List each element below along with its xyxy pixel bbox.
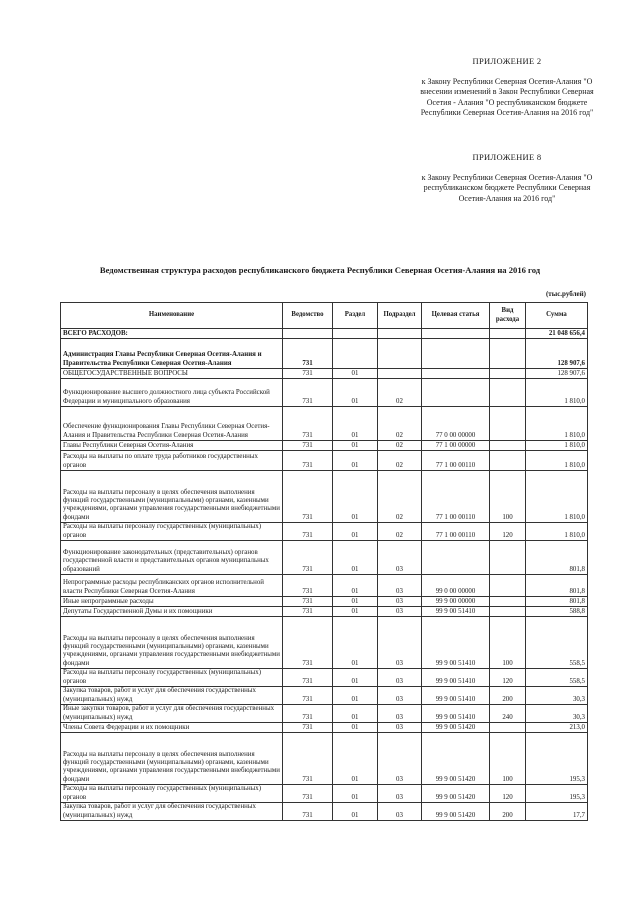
table-row: [61, 785, 588, 803]
cell-amount: 1 810,0: [526, 523, 588, 541]
cell-subsection: 03: [378, 785, 422, 803]
cell-expense-type: 120: [490, 785, 526, 803]
table-row: [61, 339, 588, 369]
cell-target-article: 99 9 00 51410: [422, 705, 490, 723]
table-row: [61, 407, 588, 441]
cell-section: 01: [333, 541, 378, 575]
cell-section: 01: [333, 785, 378, 803]
table-row: [61, 441, 588, 451]
cell-amount: 213,0: [526, 723, 588, 733]
cell-target-article: 99 9 00 51410: [422, 669, 490, 687]
cell-target-article: 99 0 00 00000: [422, 575, 490, 597]
cell-section: 01: [333, 471, 378, 523]
cell-expense-type: [490, 379, 526, 407]
cell-amount: 801,8: [526, 597, 588, 607]
cell-section: 01: [333, 407, 378, 441]
cell-name: Расходы на выплаты по оплате труда работников государственных органов: [61, 451, 283, 471]
header-expense-type: Вид расхода: [490, 303, 526, 329]
cell-amount: 128 907,6: [526, 339, 588, 369]
cell-subsection: 02: [378, 407, 422, 441]
cell-amount: 558,5: [526, 617, 588, 669]
cell-subsection: 03: [378, 541, 422, 575]
cell-target-article: 77 1 00 00110: [422, 523, 490, 541]
cell-target-article: 77 1 00 00110: [422, 471, 490, 523]
cell-target-article: [422, 339, 490, 369]
cell-target-article: [422, 329, 490, 339]
cell-amount: 1 810,0: [526, 441, 588, 451]
cell-target-article: 99 9 00 51410: [422, 607, 490, 617]
table-row: [61, 733, 588, 785]
cell-department: 731: [283, 339, 333, 369]
table-row: [61, 687, 588, 705]
cell-section: 01: [333, 523, 378, 541]
table-row: [61, 369, 588, 379]
cell-expense-type: 240: [490, 705, 526, 723]
cell-section: [333, 329, 378, 339]
cell-department: 731: [283, 803, 333, 821]
cell-department: 731: [283, 541, 333, 575]
header-target-article: Целевая статья: [422, 303, 490, 329]
table-row: [61, 541, 588, 575]
table-row: [61, 597, 588, 607]
cell-name: Закупка товаров, работ и услуг для обеспечения государственных (муниципальных) нужд: [61, 687, 283, 705]
cell-section: 01: [333, 597, 378, 607]
appendix-2-text: к Закону Республики Северная Осетия-Алания "О внесении изменений в Закон Республики Северная Осетия - Алания "О республиканском бюджете Республики Северная Осетия-Алания на 2016 год": [420, 76, 594, 117]
cell-amount: 1 810,0: [526, 407, 588, 441]
header-subsection: Подраздел: [378, 303, 422, 329]
cell-amount: 30,3: [526, 687, 588, 705]
table-row: [61, 471, 588, 523]
cell-target-article: 77 1 00 00000: [422, 441, 490, 451]
cell-department: 731: [283, 575, 333, 597]
cell-amount: 588,8: [526, 607, 588, 617]
cell-expense-type: 120: [490, 669, 526, 687]
cell-name: Функционирование законодательных (представительных) органов государственной власти и представительных органов муниципальных образований: [61, 541, 283, 575]
cell-target-article: [422, 369, 490, 379]
cell-target-article: 99 9 00 51420: [422, 733, 490, 785]
cell-amount: 128 907,6: [526, 369, 588, 379]
cell-name: Расходы на выплаты персоналу государственных (муниципальных) органов: [61, 785, 283, 803]
cell-subsection: 03: [378, 733, 422, 785]
cell-amount: 30,3: [526, 705, 588, 723]
cell-section: 01: [333, 687, 378, 705]
cell-name: Расходы на выплаты персоналу государственных (муниципальных) органов: [61, 523, 283, 541]
cell-expense-type: 100: [490, 471, 526, 523]
cell-subsection: 03: [378, 597, 422, 607]
cell-department: 731: [283, 705, 333, 723]
cell-name: Депутаты Государственной Думы и их помощники: [61, 607, 283, 617]
cell-subsection: 02: [378, 379, 422, 407]
cell-expense-type: [490, 541, 526, 575]
cell-expense-type: [490, 451, 526, 471]
header-section: Раздел: [333, 303, 378, 329]
cell-name: Функционирование высшего должностного лица субъекта Российской Федерации и муниципального образования: [61, 379, 283, 407]
table-header-row: [61, 303, 588, 329]
cell-department: 731: [283, 687, 333, 705]
cell-subsection: [378, 369, 422, 379]
cell-target-article: 99 9 00 51410: [422, 617, 490, 669]
cell-target-article: 99 9 00 51410: [422, 687, 490, 705]
cell-expense-type: [490, 407, 526, 441]
cell-department: 731: [283, 451, 333, 471]
cell-name: ВСЕГО РАСХОДОВ:: [61, 329, 283, 339]
table-row: [61, 617, 588, 669]
cell-department: 731: [283, 369, 333, 379]
cell-department: 731: [283, 669, 333, 687]
cell-amount: 17,7: [526, 803, 588, 821]
cell-subsection: [378, 329, 422, 339]
cell-section: 01: [333, 607, 378, 617]
cell-section: 01: [333, 723, 378, 733]
table-body: [61, 329, 588, 821]
cell-name: Иные закупки товаров, работ и услуг для обеспечения государственных (муниципальных) нужд: [61, 705, 283, 723]
cell-section: [333, 339, 378, 369]
cell-department: 731: [283, 607, 333, 617]
cell-expense-type: [490, 723, 526, 733]
cell-section: 01: [333, 451, 378, 471]
cell-department: 731: [283, 407, 333, 441]
cell-department: [283, 329, 333, 339]
cell-amount: 558,5: [526, 669, 588, 687]
cell-target-article: 99 9 00 51420: [422, 723, 490, 733]
cell-name: ОБЩЕГОСУДАРСТВЕННЫЕ ВОПРОСЫ: [61, 369, 283, 379]
cell-amount: 801,8: [526, 541, 588, 575]
table-row: [61, 523, 588, 541]
cell-expense-type: [490, 597, 526, 607]
cell-section: 01: [333, 733, 378, 785]
cell-name: Главы Республики Северная Осетия-Алания: [61, 441, 283, 451]
cell-name: Непрограммные расходы республиканских органов исполнительной власти Республики Северная Осетия-Алания: [61, 575, 283, 597]
table-row: [61, 575, 588, 597]
cell-target-article: 99 9 00 51420: [422, 803, 490, 821]
cell-section: 01: [333, 575, 378, 597]
cell-target-article: 77 1 00 00110: [422, 451, 490, 471]
cell-subsection: 03: [378, 575, 422, 597]
cell-expense-type: [490, 607, 526, 617]
budget-table: [60, 302, 588, 821]
cell-department: 731: [283, 471, 333, 523]
table-row: [61, 607, 588, 617]
cell-amount: 21 048 656,4: [526, 329, 588, 339]
table-row: [61, 379, 588, 407]
cell-name: Расходы на выплаты персоналу государственных (муниципальных) органов: [61, 669, 283, 687]
table-row: [61, 803, 588, 821]
cell-section: 01: [333, 803, 378, 821]
header-department: Ведомство: [283, 303, 333, 329]
cell-name: Расходы на выплаты персоналу в целях обеспечения выполнения функций государственными (муниципальными) органами, казенными учреждениями, органами управления государственными внебюджетными фондами: [61, 733, 283, 785]
cell-name: Администрация Главы Республики Северная Осетия-Алания и Правительства Республики Северная Осетия-Алания: [61, 339, 283, 369]
cell-department: 731: [283, 441, 333, 451]
cell-section: 01: [333, 617, 378, 669]
cell-subsection: 02: [378, 441, 422, 451]
cell-department: 731: [283, 723, 333, 733]
table-row: [61, 329, 588, 339]
cell-target-article: 99 9 00 51420: [422, 785, 490, 803]
cell-section: 01: [333, 705, 378, 723]
cell-department: 731: [283, 733, 333, 785]
appendix-2-block: [414, 56, 600, 119]
cell-section: 01: [333, 369, 378, 379]
cell-subsection: 02: [378, 523, 422, 541]
cell-expense-type: [490, 575, 526, 597]
cell-subsection: 03: [378, 687, 422, 705]
cell-amount: 1 810,0: [526, 379, 588, 407]
table-row: [61, 705, 588, 723]
cell-subsection: [378, 339, 422, 369]
appendix-2-heading: ПРИЛОЖЕНИЕ 2: [472, 56, 542, 66]
cell-department: 731: [283, 379, 333, 407]
cell-expense-type: [490, 329, 526, 339]
cell-amount: 195,3: [526, 785, 588, 803]
cell-subsection: 02: [378, 451, 422, 471]
cell-expense-type: [490, 441, 526, 451]
cell-expense-type: [490, 339, 526, 369]
table-row: [61, 669, 588, 687]
header-amount: Сумма: [526, 303, 588, 329]
cell-amount: 195,3: [526, 733, 588, 785]
cell-section: 01: [333, 379, 378, 407]
cell-expense-type: 100: [490, 617, 526, 669]
cell-expense-type: 200: [490, 687, 526, 705]
cell-expense-type: 200: [490, 803, 526, 821]
cell-subsection: 03: [378, 705, 422, 723]
cell-department: 731: [283, 597, 333, 607]
appendix-8-block: [414, 152, 600, 204]
cell-amount: 801,8: [526, 575, 588, 597]
cell-expense-type: 120: [490, 523, 526, 541]
table-row: [61, 723, 588, 733]
cell-name: Расходы на выплаты персоналу в целях обеспечения выполнения функций государственными (муниципальными) органами, казенными учреждениями, органами управления государственными внебюджетными фондами: [61, 471, 283, 523]
cell-target-article: [422, 379, 490, 407]
cell-section: 01: [333, 669, 378, 687]
cell-target-article: [422, 541, 490, 575]
cell-subsection: 03: [378, 723, 422, 733]
cell-amount: 1 810,0: [526, 451, 588, 471]
cell-expense-type: [490, 369, 526, 379]
cell-subsection: 02: [378, 471, 422, 523]
appendix-8-text: к Закону Республики Северная Осетия-Алания "О республиканском бюджете Республики Северная Осетия-Алания на 2016 год": [421, 172, 593, 203]
cell-name: Члены Совета Федерации и их помощники: [61, 723, 283, 733]
units-label: (тыс.рублей): [545, 290, 586, 298]
cell-name: Закупка товаров, работ и услуг для обеспечения государственных (муниципальных) нужд: [61, 803, 283, 821]
cell-name: Обеспечение функционирования Главы Республики Северная Осетия-Алания и Правительства Республики Северная Осетия-Алания: [61, 407, 283, 441]
cell-section: 01: [333, 441, 378, 451]
cell-amount: 1 810,0: [526, 471, 588, 523]
cell-expense-type: 100: [490, 733, 526, 785]
cell-subsection: 03: [378, 803, 422, 821]
cell-subsection: 03: [378, 607, 422, 617]
cell-department: 731: [283, 523, 333, 541]
table-row: [61, 451, 588, 471]
cell-department: 731: [283, 785, 333, 803]
appendix-8-heading: ПРИЛОЖЕНИЕ 8: [472, 152, 542, 162]
header-name: Наименование: [61, 303, 283, 329]
cell-target-article: 99 9 00 00000: [422, 597, 490, 607]
cell-name: Иные непрограммные расходы: [61, 597, 283, 607]
document-title: Ведомственная структура расходов республиканского бюджета Республики Северная Осетия-Алания на 2016 год: [99, 265, 541, 275]
cell-subsection: 03: [378, 617, 422, 669]
cell-name: Расходы на выплаты персоналу в целях обеспечения выполнения функций государственными (муниципальными) органами, казенными учреждениями, органами управления государственными внебюджетными фондами: [61, 617, 283, 669]
cell-department: 731: [283, 617, 333, 669]
cell-subsection: 03: [378, 669, 422, 687]
cell-target-article: 77 0 00 00000: [422, 407, 490, 441]
